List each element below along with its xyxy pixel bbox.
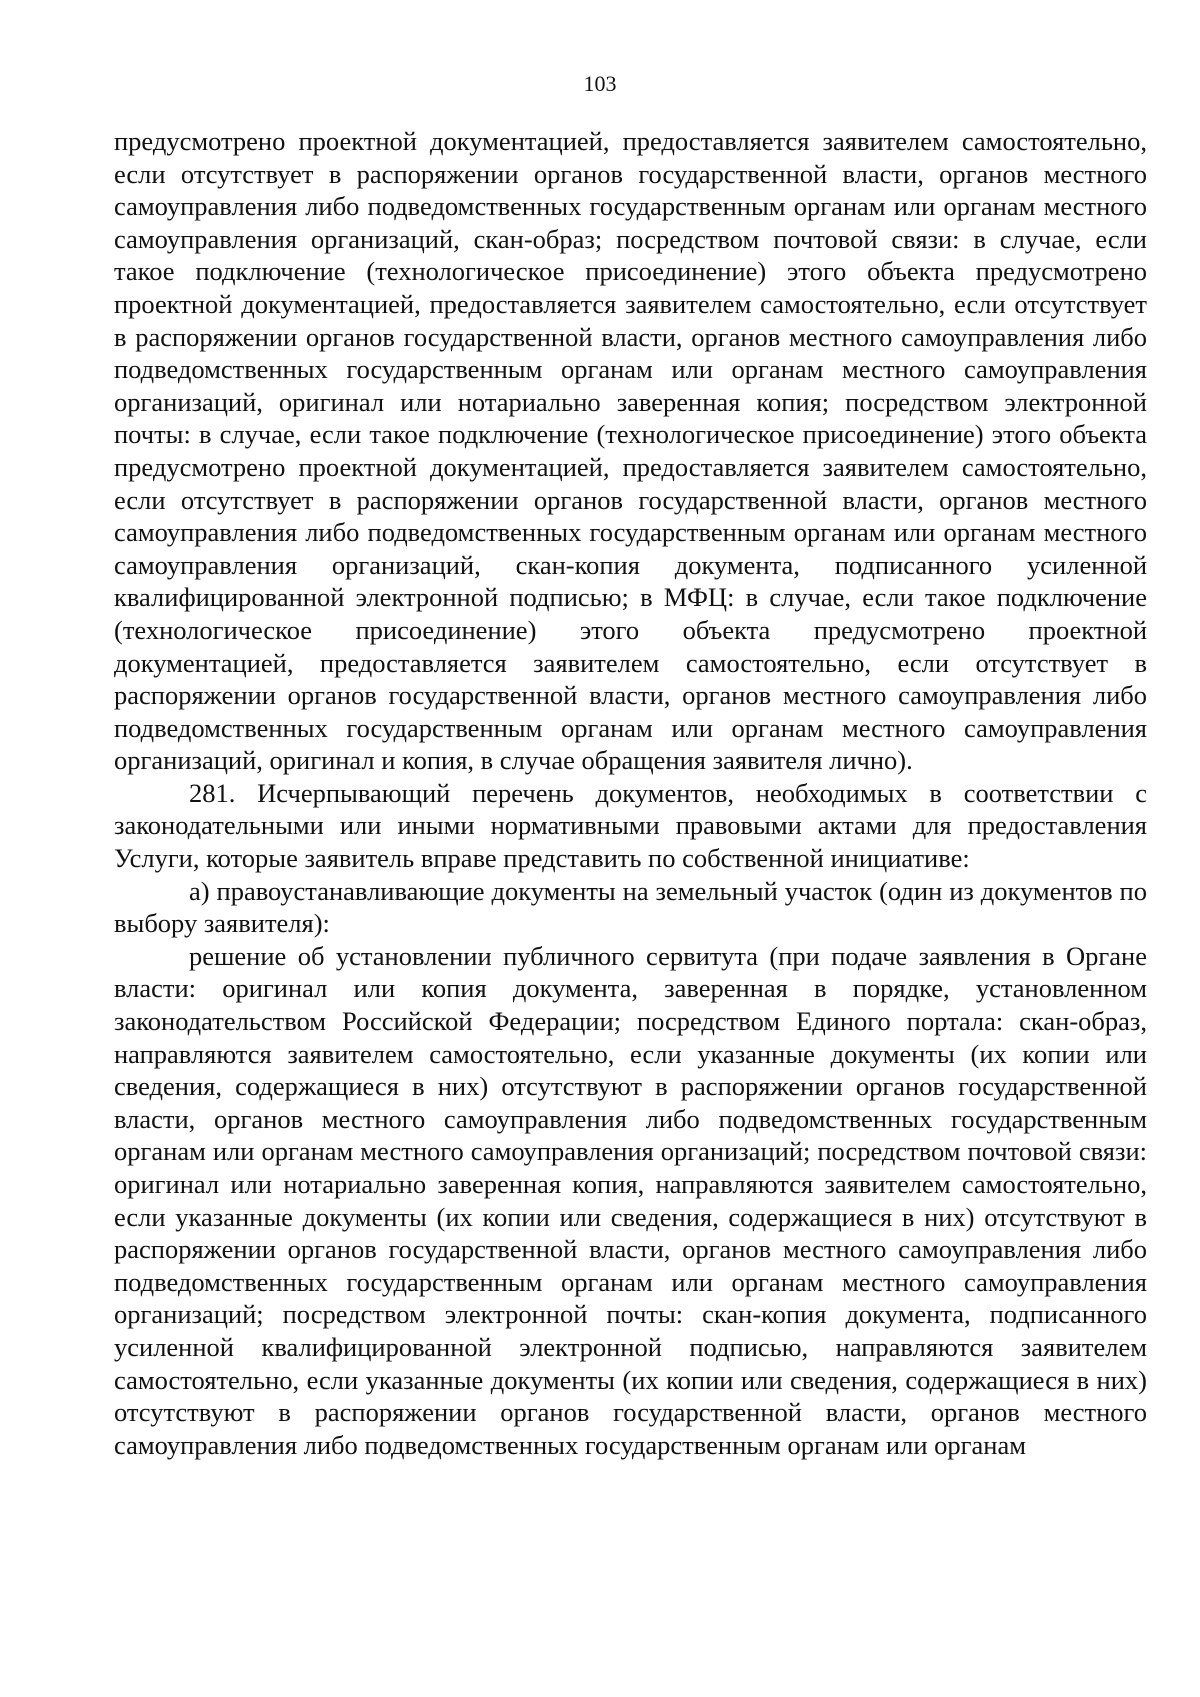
paragraph-281: 281. Исчерпывающий перечень документов, необходимых в соответствии с законодательными или иными нормативными правовыми актами для предоставления Услуги, которые заявитель вправе представить по собственной инициативе:	[114, 777, 1147, 874]
paragraph-continuation: предусмотрено проектной документацией, предоставляется заявителем самостоятельно, если отсутствует в распоряжении органов государственной власти, органов местного самоуправления либо подведомственных государственным органам или органам местного самоуправления организаций, скан-образ; посредством почтовой связи: в случае, если такое подключение (технологическое присоединение) этого объекта предусмотрено проектной документацией, предоставляется заявителем самостоятельно, если отсутствует в распоряжении органов государственной власти, органов местного самоуправления либо подведомственных государственным органам или органам местного самоуправления организаций, оригинал или нотариально заверенная копия; посредством электронной почты: в случае, если такое подключение (технологическое присоединение) этого объекта предусмотрено проектной документацией, предоставляется заявителем самостоятельно, если отсутствует в распоряжении органов государственной власти, органов местного самоуправления либо подведомственных государственным органам или органам местного самоуправления организаций, скан-копия документа, подписанного усиленной квалифицированной электронной подписью; в МФЦ: в случае, если такое подключение (технологическое присоединение) этого объекта предусмотрено проектной документацией, предоставляется заявителем самостоятельно, если отсутствует в распоряжении органов государственной власти, органов местного самоуправления либо подведомственных государственным органам или органам местного самоуправления организаций, оригинал и копия, в случае обращения заявителя лично).	[114, 126, 1147, 776]
paragraph-item-a: а) правоустанавливающие документы на земельный участок (один из документов по выбору заявителя):	[114, 875, 1147, 939]
paragraph-servitude-decision: решение об установлении публичного сервитута (при подаче заявления в Органе власти: оригинал или копия документа, заверенная в порядке, установленном законодательством Российской Федерации; посредством Единого портала: скан-образ, направляются заявителем самостоятельно, если указанные документы (их копии или сведения, содержащиеся в них) отсутствуют в распоряжении органов государственной власти, органов местного самоуправления либо подведомственных государственным органам или органам местного самоуправления организаций; посредством почтовой связи: оригинал или нотариально заверенная копия, направляются заявителем самостоятельно, если указанные документы (их копии или сведения, содержащиеся в них) отсутствуют в распоряжении органов государственной власти, органов местного самоуправления либо подведомственных государственным органам или органам местного самоуправления организаций; посредством электронной почты: скан-копия документа, подписанного усиленной квалифицированной электронной подписью, направляются заявителем самостоятельно, если указанные документы (их копии или сведения, содержащиеся в них) отсутствуют в распоряжении органов государственной власти, органов местного самоуправления либо подведомственных государственным органам или органам	[114, 940, 1147, 1460]
page-number: 103	[583, 71, 617, 96]
document-body	[114, 125, 1147, 1461]
